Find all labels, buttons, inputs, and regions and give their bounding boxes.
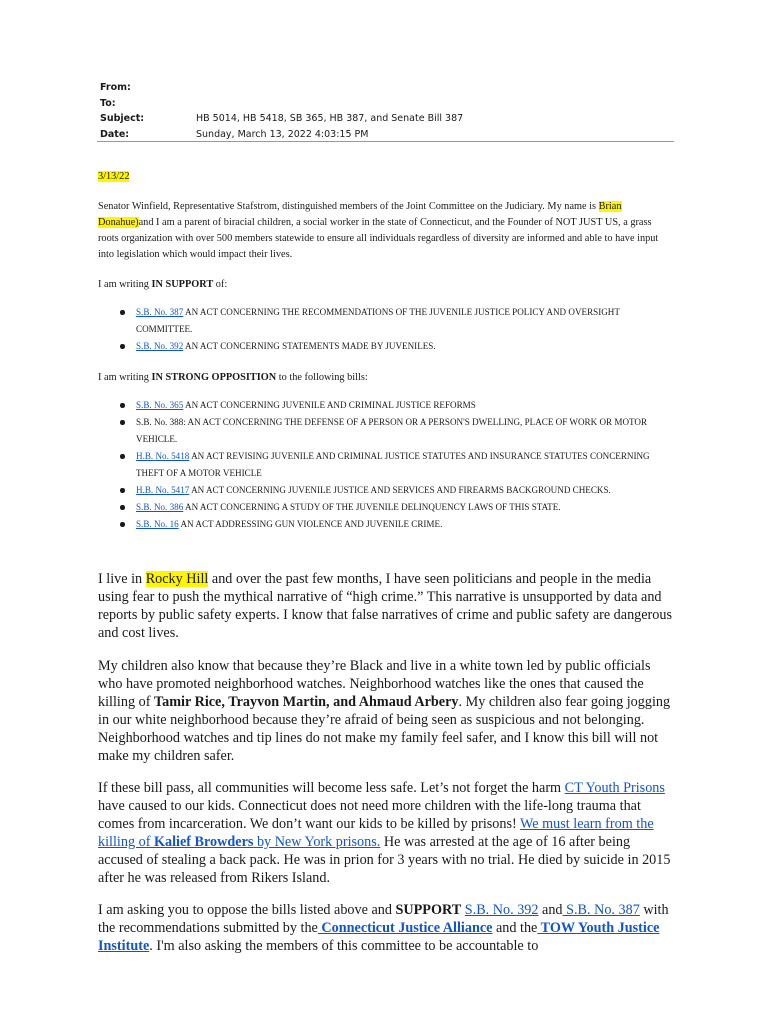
support-heading-c: of: (213, 279, 228, 290)
bill-title: AN ACT CONCERNING STATEMENTS MADE BY JUVENILES. (183, 341, 436, 351)
victim-names: Tamir Rice, Trayvon Martin, and Ahmaud Arbery (153, 694, 459, 710)
bill-list-item (98, 397, 673, 414)
email-header (100, 80, 674, 142)
p2-text-b: and over the past few months, I have seen politicians and people in the media using fear to push the mythical narrative of “high crime.” This narrative is unsupported by data and reports by public safety experts. I know that false narratives of crime and public safety are dangerous and cost lives. (98, 571, 672, 641)
p3-text-b: . My children also fear going jogging in our white neighborhood because they’re afraid of being seen as suspicious and not belonging. Neighborhood watches and tip lines do not make my family feel safer, and I know this bill will not make my children safer. (98, 694, 671, 764)
p5-support: SUPPORT (395, 902, 462, 918)
to-row (100, 96, 674, 112)
paragraph-children (98, 657, 678, 765)
subject-row (100, 111, 674, 127)
bill-list-item (98, 304, 673, 338)
bill-link[interactable]: S.B. No. 387 (136, 307, 184, 317)
paragraph-rocky-hill (98, 570, 678, 642)
p4-text-c: He was arrested at the age of 16 after being accused of stealing a back pack. He was in prion for 3 years with no trial. He died by suicide in 2015 after he was released from Rikers Island. (98, 834, 671, 886)
letter-date-text: 3/13/22 (98, 171, 130, 182)
oppose-heading-a: I am writing (98, 372, 152, 383)
to-value (196, 96, 674, 112)
p5-text-d: with the recommendations submitted by the (98, 902, 669, 936)
p3-text-a: My children also know that because they’re Black and live in a white town led by public officials who have promoted neighborhood watches. Neighborhood watches like the ones that caused the killing of (98, 658, 651, 710)
intro-text-a: Senator Winfield, Representative Stafstrom, distinguished members of the Joint Committee on the Judiciary. My name is (98, 201, 599, 212)
sb-387-link[interactable]: S.B. No. 387 (562, 902, 640, 918)
author-name: Brian Donahue) (98, 201, 622, 228)
p4-text-a: If these bill pass, all communities will become less safe. Let’s not forget the harm (98, 780, 565, 796)
p5-text-c: and (538, 902, 563, 918)
bill-title: AN ACT REVISING JUVENILE AND CRIMINAL JUSTICE STATUTES AND INSURANCE STATUTES CONCERNING THEFT OF A MOTOR VEHICLE (136, 451, 650, 478)
to-label: To: (100, 97, 116, 109)
bill-link[interactable]: H.B. No. 5418 (136, 451, 190, 461)
bill-title: AN ACT CONCERNING JUVENILE AND CRIMINAL JUSTICE REFORMS (183, 400, 476, 410)
support-heading-a: I am writing (98, 279, 152, 290)
bill-title: AN ACT ADDRESSING GUN VIOLENCE AND JUVENILE CRIME. (178, 519, 443, 529)
bill-link[interactable]: H.B. No. 5417 (136, 485, 190, 495)
oppose-list (98, 397, 673, 533)
support-heading (98, 277, 673, 293)
bill-link[interactable]: S.B. No. 386 (136, 502, 184, 512)
bill-title: S.B. No. 388: AN ACT CONCERNING THE DEFENSE OF A PERSON OR A PERSON'S DWELLING, PLACE OF WORK OR MOTOR VEHICLE. (136, 417, 648, 444)
paragraph-prisons (98, 779, 678, 887)
support-list (98, 304, 673, 355)
bill-list-item (98, 516, 673, 533)
p2-text-a: I live in (98, 571, 146, 587)
date-value: Sunday, March 13, 2022 4:03:15 PM (196, 128, 369, 140)
bill-title: AN ACT CONCERNING A STUDY OF THE JUVENILE DELINQUENCY LAWS OF THIS STATE. (183, 502, 561, 512)
intro-text-b: and I am a parent of biracial children, a social worker in the state of Connecticut, and the Founder of NOT JUST US, a grass roots organization with over 500 members statewide to ensure all individuals regardless of diversity are informed and able to have input into legislation which would impact their lives. (98, 217, 659, 260)
p4-text-b: have caused to our kids. Connecticut does not need more children with the life-long trauma that comes from incarceration. We don’t want our kids to be killed by prisons! (98, 798, 641, 832)
bill-link[interactable]: S.B. No. 365 (136, 400, 184, 410)
p4-link2-a: We must learn from the killing of (98, 816, 654, 850)
subject-value: HB 5014, HB 5418, SB 365, HB 387, and Senate Bill 387 (196, 113, 464, 124)
header-divider (97, 141, 674, 142)
tow-institute-link[interactable]: TOW Youth Justice Institute (98, 920, 660, 954)
support-heading-b: IN SUPPORT (151, 279, 214, 290)
bill-list-item (98, 499, 673, 516)
bill-list-item (98, 338, 673, 355)
oppose-heading-b: IN STRONG OPPOSITION (151, 372, 277, 383)
from-row (100, 80, 674, 96)
p4-link2-b: Kalief Browders (153, 834, 254, 850)
bill-title: AN ACT CONCERNING THE RECOMMENDATIONS OF THE JUVENILE JUSTICE POLICY AND OVERSIGHT COMMITTEE. (136, 307, 620, 334)
oppose-heading-c: to the following bills: (276, 372, 368, 383)
date-row (100, 127, 674, 143)
p5-text-e: and the (492, 920, 538, 936)
date-label: Date: (100, 128, 130, 140)
bill-list-item (98, 482, 673, 499)
bill-list-item (98, 414, 673, 448)
town-name: Rocky Hill (145, 571, 209, 587)
subject-label: Subject: (100, 113, 145, 124)
bill-link[interactable]: S.B. No. 16 (136, 519, 179, 529)
bill-link[interactable]: S.B. No. 392 (136, 341, 184, 351)
bill-list-item (98, 448, 673, 482)
paragraph-request (98, 901, 678, 955)
oppose-heading (98, 370, 673, 386)
sb-392-link[interactable]: S.B. No. 392 (464, 902, 539, 918)
bill-title: AN ACT CONCERNING JUVENILE JUSTICE AND SERVICES AND FIREARMS BACKGROUND CHECKS. (189, 485, 611, 495)
letter-date (98, 169, 673, 185)
p5-text-f: . I'm also asking the members of this committee to be accountable to (149, 938, 539, 954)
ct-justice-alliance-link[interactable]: Connecticut Justice Alliance (317, 920, 493, 936)
p4-link2-c: by New York prisons. (253, 834, 381, 850)
ct-youth-prisons-link[interactable]: CT Youth Prisons (564, 780, 665, 796)
from-label: From: (100, 82, 131, 93)
from-value (196, 80, 674, 96)
intro-paragraph (98, 199, 673, 263)
p5-text-a: I am asking you to oppose the bills listed above and (98, 902, 396, 918)
